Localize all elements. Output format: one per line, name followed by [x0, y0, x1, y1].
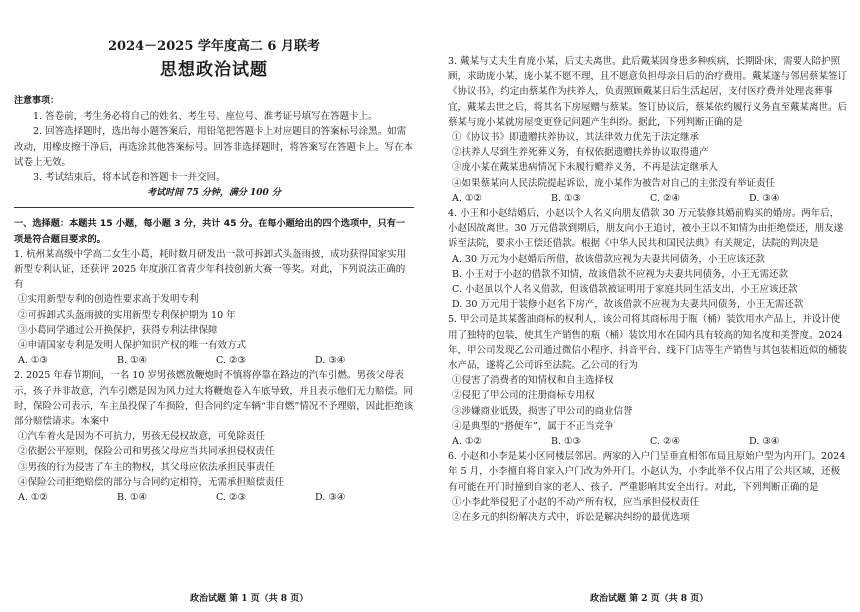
statement-item: ②侵犯了甲公司的注册商标专用权 — [452, 390, 595, 402]
statement-item: ③小葛同学通过公开换保护，获得专利法律保障 — [18, 324, 218, 336]
option: C. ②③ — [216, 355, 247, 367]
question-stem: 6. 小赵和小李是某小区同楼层邻居。两家的入户门呈垂直相邻布局且原始户型为内开门。2024 年 5 月，小李擅自将自家入户门改为外开门。小赵认为，小李此举不仅占用了公共区域，还极有可能在开门时撞到自家的老人、孩子，严重影响其安全出行。对此，下列判断正确的是 — [448, 451, 846, 493]
question-2 — [14, 368, 414, 505]
statement-item: ①汽车着火是因为不可抗力，男孩无侵权故意，可免除责任 — [18, 431, 266, 443]
choice-item: B. 小王对于小赵的借款不知情，故该借款不应视为夫妻共同债务，小王无需还款 — [452, 268, 789, 280]
statement-item: ②扶养人尽到生养死葬义务，有权依据遗赠扶养协议取得遗产 — [452, 147, 709, 159]
statement-item: ④保险公司拒绝赔偿的部分与合同约定相符，无需承担赔偿责任 — [18, 476, 285, 488]
statement-item: ③男孩的行为侵害了车主的物权，其父母应依法承担民事责任 — [18, 461, 275, 473]
statement-item: ①小李此举侵犯了小赵的不动产所有权，应当承担侵权责任 — [452, 496, 700, 508]
statement-item: ②可拆卸式头盔雨披的实用新型专利保护期为 10 年 — [18, 309, 236, 321]
question-stem: 1. 杭州某高级中学高二女生小葛，耗时数月研发出一款可拆卸式头盔雨披，成功获得国家实用新型专利认证，还获评 2025 年度浙江省青少年科技创新大赛一等奖。对此，下列说法正确的有 — [14, 248, 407, 291]
choice-item: C. 小赵虽以个人名义借款，但该借款被证明用于家庭共同生活支出，小王应该还款 — [452, 284, 798, 296]
exam-time-note: 考试时间 75 分钟，满分 100 分 — [147, 188, 281, 199]
question-1 — [14, 247, 414, 369]
notice-item: 1. 答卷前，考生务必将自己的姓名、考生号、座位号、准考证号填写在答题卡上。 — [33, 111, 378, 123]
statement-item: ①《协议书》即遗赠扶养协议，其法律效力优先于法定继承 — [452, 132, 700, 144]
answer-options — [448, 434, 848, 449]
section-intro: 一、选择题：本题共 15 小题，每小题 3 分，共计 45 分。在每小题给出的四个选项中，只有一项是符合题目要求的。 — [14, 218, 406, 245]
subject-title: 思想政治试题 — [160, 60, 268, 80]
option: A. ①③ — [18, 355, 48, 367]
option: D. ③④ — [749, 436, 780, 448]
option: C. ②③ — [216, 492, 247, 504]
statement-item: ④是典型的“搭便车”，属于不正当竞争 — [452, 420, 614, 432]
statement-item: ④申请国家专利是发明人保护知识产权的唯一有效方式 — [18, 340, 247, 352]
question-stem: 3. 戴某与丈夫生育庞小某，后丈夫离世。此后戴某因身患多种疾病，长期卧床，需要人陪护照顾，求助庞小某，庞小某不愿不理，且不愿意负担母亲日后的治疗费用。戴某遂与邻居蔡某签订《协议书》，约定由蔡某作为扶养人，负责照顾戴某日后生活起居，支付医疗费并处理丧葬事宜，戴某去世之后，将其名下房屋赠与蔡某。签订协议后，蔡某依约履行义务直至戴某离世。后蔡某与庞小某就房屋变更登记问题产生纠纷。据此，下列判断正确的是 — [448, 56, 848, 128]
answer-options — [448, 191, 848, 206]
question-stem: 5. 甲公司是其某酱油商标的权利人，该公司将其商标用于瓶（桶）装饮用水产品上，并设计使用了独特的包装，使其生产销售的瓶（桶）装饮用水在国内具有较高的知名度和美誉度。2024 年，甲公司发现乙公司通过微信小程序、抖音平台、线下门店等生产销售与其包装相近似的桶装水产品，遂将乙公司诉至法院。乙公司的行为 — [448, 314, 848, 372]
answer-options — [14, 490, 414, 505]
answer-options — [14, 353, 414, 368]
question-6 — [448, 449, 848, 525]
option: B. ①④ — [117, 355, 148, 367]
option: A. ①② — [18, 492, 48, 504]
statement-item: ③涉嫌商业诋毁，损害了甲公司的商业信誉 — [452, 405, 633, 417]
question-stem: 2. 2025 年春节期间，一名 10 岁男孩燃放鞭炮时不慎将停靠在路边的汽车引燃。男孩父母表示，孩子并非故意，汽车引燃是因为风力过大将鞭炮卷入车底导致，并且表示他们无力赔偿。同时，保险公司表示，车主虽投保了车损险，但合同约定车辆“非自燃”情况不予理赔，因此拒绝该部分赔偿请求。本案中 — [14, 370, 414, 428]
question-4 — [448, 206, 848, 312]
option: B. ①③ — [551, 192, 582, 204]
option: D. ③④ — [315, 492, 346, 504]
statement-item: ①实用新型专利的创造性要求高于发明专利 — [18, 294, 199, 306]
option: B. ①④ — [117, 492, 148, 504]
choice-item: A. 30 万元为小赵婚后所借，故该借款应视为夫妻共同债务，小王应该还款 — [452, 253, 766, 265]
question-3 — [448, 54, 848, 206]
option: D. ③④ — [749, 192, 780, 204]
question-stem: 4. 小王和小赵结婚后，小赵以个人名义向朋友借款 30 万元装修其婚前购买的婚房。两年后，小赵因故离世。30 万元借款到期后，朋友向小王追讨，被小王以不知情为由拒绝偿还，朋友遂诉至法院，要求小王偿还借款。根据《中华人民共和国民法典》有关规定，法院的判决是 — [448, 208, 844, 250]
option: C. ②④ — [650, 192, 681, 204]
option: A. ①② — [452, 436, 482, 448]
notice-item: 3. 考试结束后，将本试卷和答题卡一并交回。 — [33, 172, 226, 184]
statement-item: ④如果蔡某向人民法院提起诉讼，庞小某作为被告对自己的主张没有举证责任 — [452, 177, 776, 189]
notice-heading: 注意事项： — [14, 96, 60, 106]
divider — [14, 207, 414, 208]
choice-item: D. 30 万元用于装修小赵名下房产，故该借款不应视为夫妻共同债务，小王无需还款 — [452, 299, 804, 311]
option: C. ②④ — [650, 436, 681, 448]
option: A. ①② — [452, 192, 482, 204]
statement-item: ②依据公平原则，保险公司和男孩父母应当共同承担侵权责任 — [18, 446, 275, 458]
statement-item: ②在多元的纠纷解决方式中，诉讼是解决纠纷的最优选项 — [452, 512, 690, 524]
statement-item: ③庞小某在戴某患病情况下未履行赡养义务，不再是法定继承人 — [452, 162, 719, 174]
page-footer-right: 政治试题 第 2 页（共 8 页） — [590, 594, 709, 604]
right-column — [448, 54, 848, 525]
option: D. ③④ — [315, 355, 346, 367]
page-footer-left: 政治试题 第 1 页（共 8 页） — [190, 594, 309, 604]
exam-title: 2024－2025 学年度高二 6 月联考 — [108, 39, 320, 54]
option: B. ①③ — [551, 436, 582, 448]
statement-item: ①侵害了消费者的知情权和自主选择权 — [452, 375, 614, 387]
notice-item: 2. 回答选择题时，选出每小题答案后，用铅笔把答题卡上对应题目的答案标号涂黑。如需改动，用橡皮擦干净后，再选涂其他答案标号。回答非选择题时，将答案写在答题卡上。写在本试卷上无效。 — [14, 126, 414, 168]
question-5 — [448, 312, 848, 449]
left-column — [14, 38, 414, 505]
